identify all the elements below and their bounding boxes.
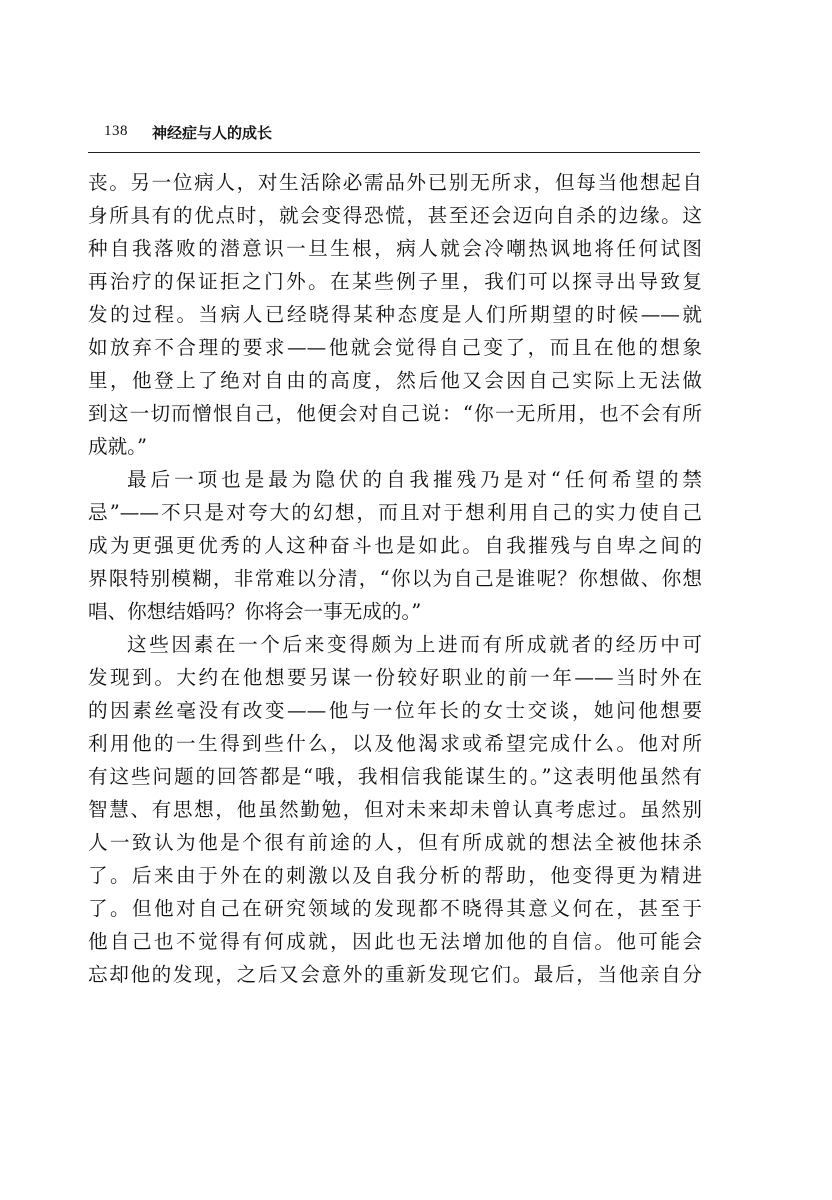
text-line: 了。但他对自己在研究领域的发现都不晓得其意义何在，甚至于 xyxy=(88,897,702,920)
text-line: 种自我落败的潜意识一旦生根，病人就会冷嘲热讽地将任何试图 xyxy=(88,237,702,260)
header-rule xyxy=(88,152,700,153)
text-line: 再治疗的保证拒之门外。在某些例子里，我们可以探寻出导致复 xyxy=(88,270,702,293)
text-line: 丧。另一位病人，对生活除必需品外已别无所求，但每当他想起自 xyxy=(88,171,702,194)
text-line: 发的过程。当病人已经晓得某种态度是人们所期望的时候——就 xyxy=(88,303,702,326)
text-line: 成就。” xyxy=(88,435,147,458)
text-line: 如放弃不合理的要求——他就会觉得自己变了，而且在他的想象 xyxy=(88,336,702,359)
text-line: 的因素丝毫没有改变——他与一位年长的女士交谈，她问他想要 xyxy=(88,699,702,722)
text-line: 了。后来由于外在的刺激以及自我分析的帮助，他变得更为精进 xyxy=(88,864,702,887)
running-head: 神经症与人的成长 xyxy=(152,124,273,142)
text-line: 智慧、有思想，他虽然勤勉，但对未来却未曾认真考虑过。虽然别 xyxy=(88,798,702,821)
text-line: 忌”——不只是对夸大的幻想，而且对于想利用自己的实力使自己 xyxy=(88,501,702,524)
text-line: 发现到。大约在他想要另谋一份较好职业的前一年——当时外在 xyxy=(88,666,702,689)
text-line: 他自己也不觉得有何成就，因此也无法增加他的自信。他可能会 xyxy=(88,930,702,953)
text-line: 到这一切而憎恨自己，他便会对自己说：“你一无所用，也不会有所 xyxy=(88,402,702,425)
text-line: 忘却他的发现，之后又会意外的重新发现它们。最后，当他亲自分 xyxy=(88,963,702,986)
page-header xyxy=(88,120,700,146)
text-line: 界限特别模糊，非常难以分清，“你以为自己是谁呢？你想做、你想 xyxy=(88,567,702,590)
paragraph xyxy=(88,463,702,628)
text-line: 这些因素在一个后来变得颇为上进而有所成就者的经历中可 xyxy=(127,633,702,656)
page-number: 138 xyxy=(104,123,128,139)
text-line: 利用他的一生得到些什么，以及他渴求或希望完成什么。他对所 xyxy=(88,732,702,755)
text-line: 最后一项也是最为隐伏的自我摧残乃是对“任何希望的禁 xyxy=(127,468,702,491)
text-line: 人一致认为他是个很有前途的人，但有所成就的想法全被他抹杀 xyxy=(88,831,702,854)
text-line: 有这些问题的回答都是“哦，我相信我能谋生的。”这表明他虽然有 xyxy=(88,765,702,788)
paragraph xyxy=(88,166,702,463)
body-text xyxy=(88,166,702,991)
text-line: 里，他登上了绝对自由的高度，然后他又会因自己实际上无法做 xyxy=(88,369,702,392)
text-line: 身所具有的优点时，就会变得恐慌，甚至还会迈向自杀的边缘。这 xyxy=(88,204,702,227)
text-line: 成为更强更优秀的人这种奋斗也是如此。自我摧残与自卑之间的 xyxy=(88,534,702,557)
text-line: 唱、你想结婚吗？你将会一事无成的。” xyxy=(88,600,422,623)
paragraph xyxy=(88,628,702,991)
